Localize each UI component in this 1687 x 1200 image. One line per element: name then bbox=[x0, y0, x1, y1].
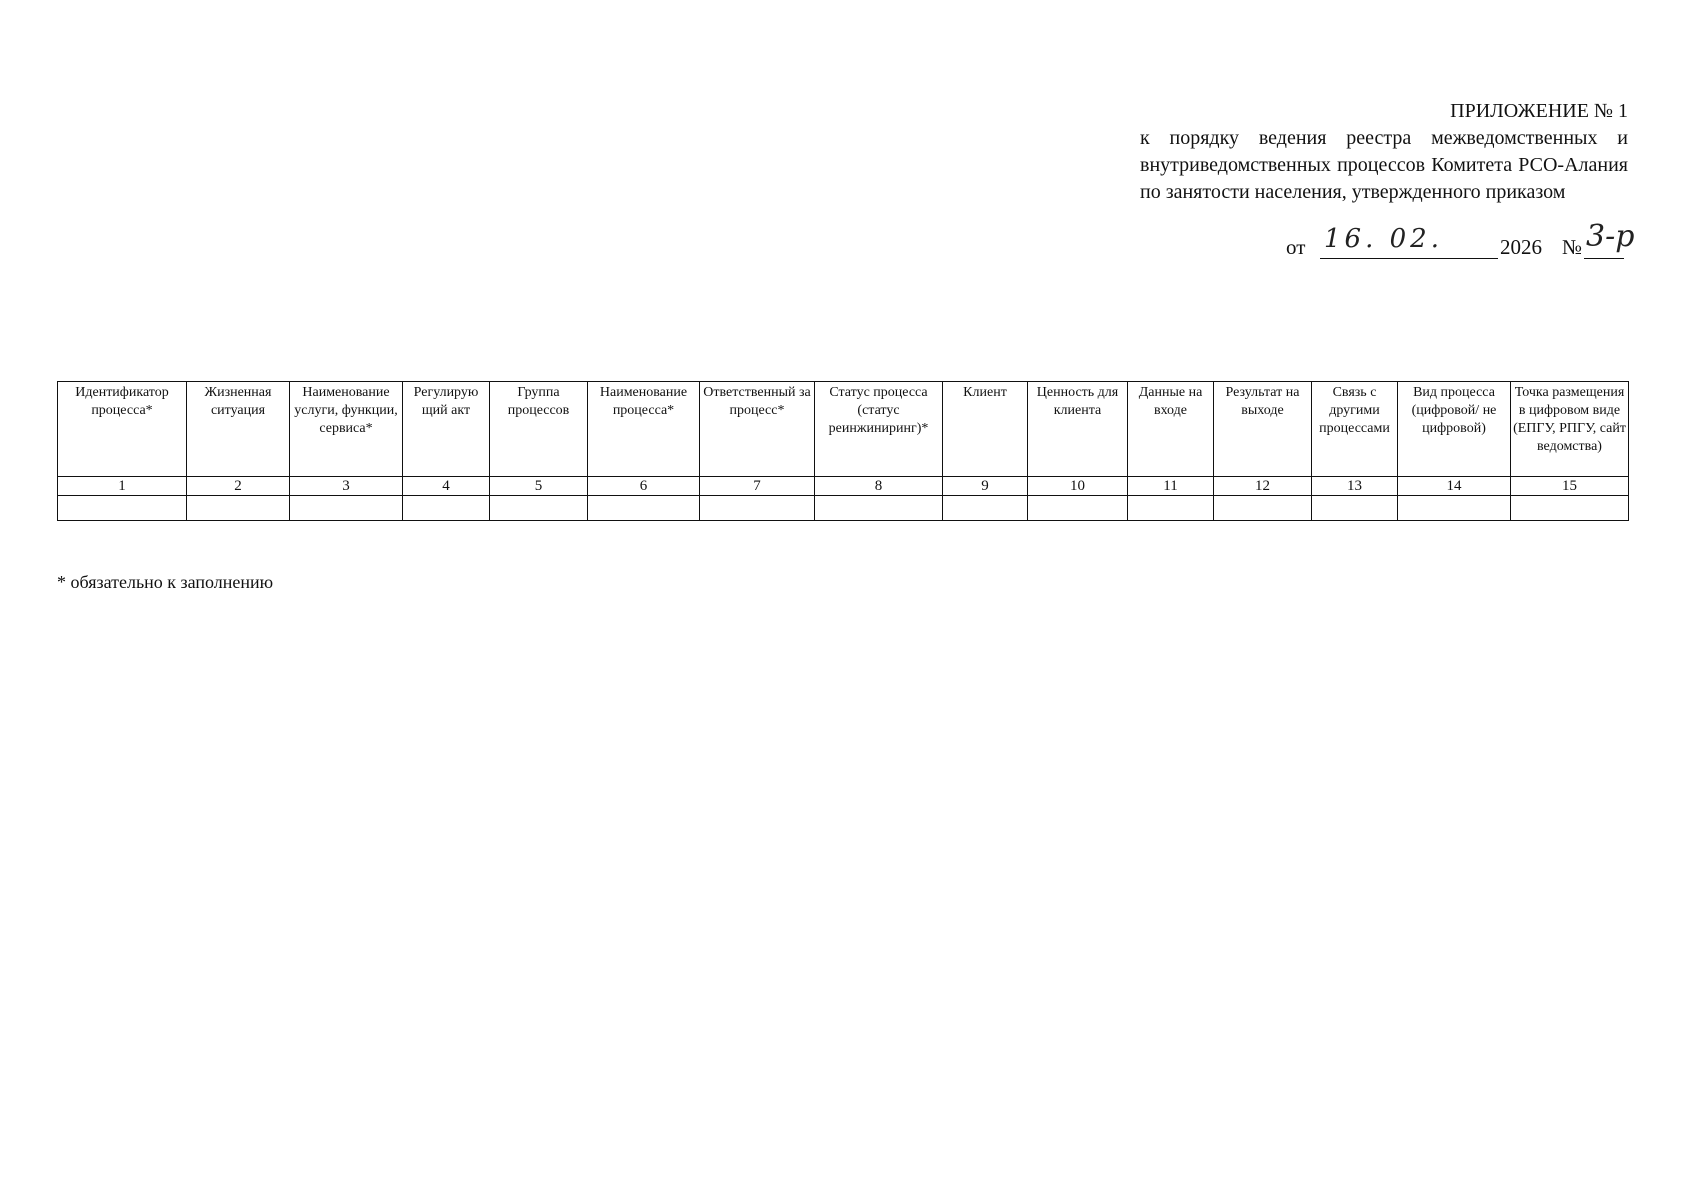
column-header: Клиент bbox=[943, 382, 1028, 477]
column-number: 9 bbox=[943, 477, 1028, 496]
column-header: Группа процессов bbox=[490, 382, 588, 477]
handwritten-date: 16. 02. bbox=[1324, 224, 1443, 254]
column-number: 1 bbox=[58, 477, 187, 496]
appendix-title: ПРИЛОЖЕНИЕ № 1 bbox=[1450, 100, 1628, 122]
table-cell bbox=[403, 496, 490, 521]
column-header: Наименование услуги, функции, сервиса* bbox=[290, 382, 403, 477]
table-cell bbox=[588, 496, 700, 521]
table-cell bbox=[943, 496, 1028, 521]
table-cell bbox=[490, 496, 588, 521]
column-number: 10 bbox=[1028, 477, 1128, 496]
order-date-line bbox=[1140, 219, 1640, 264]
column-number: 7 bbox=[700, 477, 815, 496]
appendix-header bbox=[1140, 98, 1628, 206]
column-header: Идентификатор процесса* bbox=[58, 382, 187, 477]
table-cell bbox=[1511, 496, 1629, 521]
date-underline bbox=[1320, 258, 1498, 259]
table-row bbox=[58, 496, 1629, 521]
column-number: 8 bbox=[815, 477, 943, 496]
column-header: Ценность для клиента bbox=[1028, 382, 1128, 477]
column-number: 13 bbox=[1312, 477, 1398, 496]
column-header: Жизненная ситуация bbox=[187, 382, 290, 477]
column-header: Регулирую щий акт bbox=[403, 382, 490, 477]
table-cell bbox=[1398, 496, 1511, 521]
column-header: Наименование процесса* bbox=[588, 382, 700, 477]
column-number: 15 bbox=[1511, 477, 1629, 496]
number-underline bbox=[1584, 258, 1624, 259]
column-header: Результат на выходе bbox=[1214, 382, 1312, 477]
column-number: 11 bbox=[1128, 477, 1214, 496]
table-cell bbox=[1128, 496, 1214, 521]
table-cell bbox=[700, 496, 815, 521]
column-number: 3 bbox=[290, 477, 403, 496]
column-number: 2 bbox=[187, 477, 290, 496]
table-cell bbox=[1214, 496, 1312, 521]
column-number: 4 bbox=[403, 477, 490, 496]
table-cell bbox=[290, 496, 403, 521]
column-number: 12 bbox=[1214, 477, 1312, 496]
table-cell bbox=[58, 496, 187, 521]
date-prefix: от bbox=[1286, 235, 1306, 259]
table-header-row bbox=[58, 382, 1629, 477]
order-year: 2026 bbox=[1500, 235, 1542, 259]
table-cell bbox=[1028, 496, 1128, 521]
handwritten-order-number: 3-р bbox=[1586, 219, 1635, 254]
column-header: Статус процесса (статус реинжиниринг)* bbox=[815, 382, 943, 477]
column-header: Связь с другими процессами bbox=[1312, 382, 1398, 477]
column-number-row bbox=[58, 477, 1629, 496]
column-header: Точка размещения в цифровом виде (ЕПГУ, РПГУ, сайт ведомства) bbox=[1511, 382, 1629, 477]
column-header: Ответственный за процесс* bbox=[700, 382, 815, 477]
column-number: 5 bbox=[490, 477, 588, 496]
column-number: 14 bbox=[1398, 477, 1511, 496]
footnote: * обязательно к заполнению bbox=[57, 572, 274, 592]
table-cell bbox=[815, 496, 943, 521]
column-number: 6 bbox=[588, 477, 700, 496]
appendix-description: к порядку ведения реестра межведомственных и внутриведомственных процессов Комитета РСО-Алания по занятости населения, утвержденного приказом bbox=[1140, 127, 1628, 203]
process-registry-table bbox=[57, 381, 1629, 521]
table-cell bbox=[1312, 496, 1398, 521]
number-sign: № bbox=[1562, 235, 1583, 259]
column-header: Вид процесса (цифровой/ не цифровой) bbox=[1398, 382, 1511, 477]
column-header: Данные на входе bbox=[1128, 382, 1214, 477]
table-cell bbox=[187, 496, 290, 521]
